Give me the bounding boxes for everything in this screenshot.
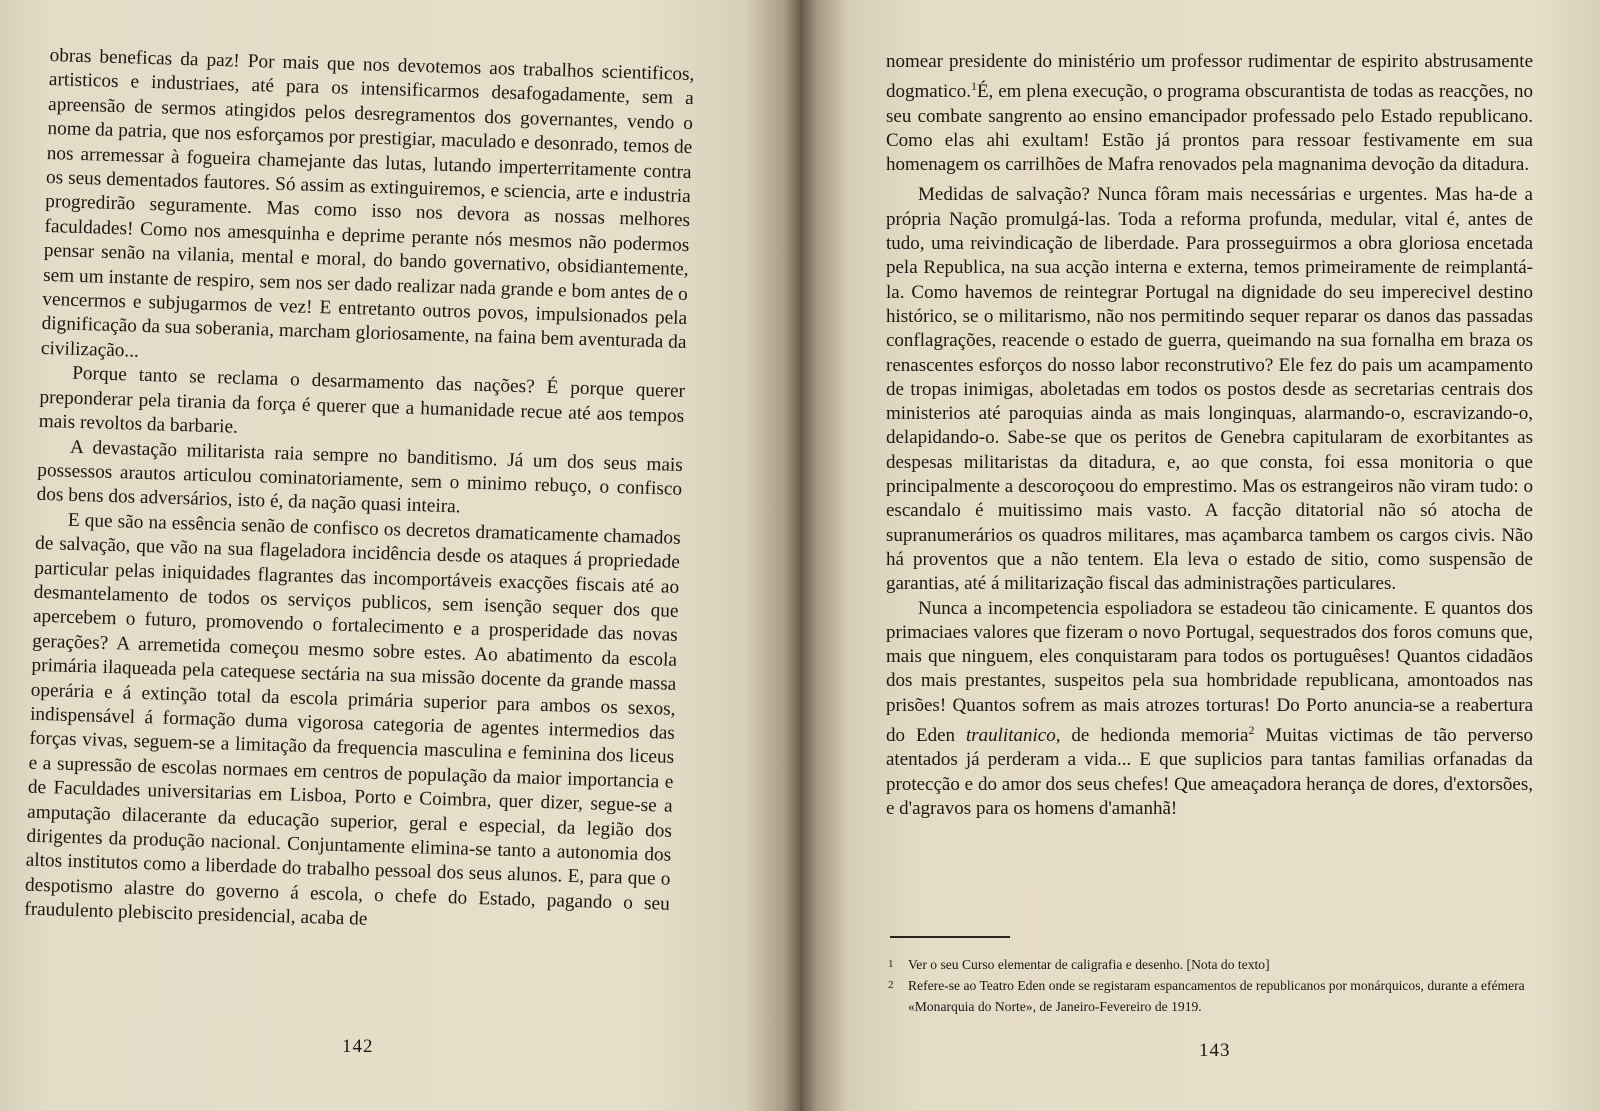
footnote-text: Refere-se ao Teatro Eden onde se registaram espancamentos de republicanos por monárquicos, durante a efémera «Monarquia do Norte», de Janeiro-Fevereiro de 1919. (908, 978, 1525, 1014)
paragraph: obras beneficas da paz! Por mais que nos devotemos aos trabalhos scientificos, artisticos e industriaes, até para os intensificarmos desafogadamente, sem a apreensão de sermos atingidos pelos desregramentos dos governantes, vendo o nome da patria, que nos esforçamos por prestigiar, maculado e desonrado, temos de nos arremessar à fogueira chamejante das lutas, lutando imperterritamente contra os seus dementados fautores. Só assim as extinguiremos, e sciencia, arte e industria progredirão seguramente. Mas como isso nos devora as nossas melhores faculdades! Como nos amesquinha e deprime perante nós mesmos não podermos pensar senão na vilania, mental e moral, do bando governativo, obsidiantemente, sem um instante de respiro, sem nos ser dado realizar nada grande e bom antes de o vencermos e subjugarmos de vez! E entretanto outros povos, impulsionados pela dignificação da sua soberania, marcham gloriosamente, na faina bem aventurada da civilização... (40, 44, 695, 362)
paragraph: A devastação militarista raia sempre no banditismo. Já um dos seus mais possessos arautos articulou cominatoriamente, sem o minimo rebuço, o confisco dos bens dos adversários, isto é, da nação quasi inteira. (36, 436, 684, 518)
footnote-divider (890, 936, 1010, 938)
footnote-mark: 2 (888, 979, 894, 991)
text-run: Nunca a incompetencia espoliadora se estadeou tão cinicamente. E quantos dos primaciaes valores que fizeram o novo Portugal, sequestrados dos foros comuns que, mais que ninguem, eles conquistaram para todos os portuguêses! Quantos cidadãos dos mais prestantes, suspeitos pela sua hombridade republicana, amontoados nas prisões! Quantos sofrem as mais atrozes torturas! Do Porto anuncia-se a reabertura do Eden (886, 597, 1533, 747)
paragraph: Medidas de salvação? Nunca fôram mais necessárias e urgentes. Mas ha-de a própria Nação promulgá-las. Toda a reforma profunda, medular, vital é, antes de tudo, uma reivindicação de liberdade. Para prosseguirmos a obra gloriosa encetada pela Republica, na sua acção interna e externa, temos primeiramente de reimplantá-la. Como havemos de reintegrar Portugal na dignidade do seu imperecivel destino histórico, se o militarismo, não nos permitindo sequer reparar os danos das passadas conflagrações, reacende o estado de guerra, queimando na sua fornalha em braza os renascentes esforços do nosso labor reconstrutivo? Ele fez do pais um acampamento de tropas inimigas, aboletadas em todos os postos desde as secretarias centrais dos ministerios até paroquias ainda as mais longinquas, alarmando-o, escravizando-o, delapidando-o. Sabe-se que os peritos de Genebra capitularam de exorbitantes as despesas militaristas da ditadura, e, ao que consta, foi essa monitoria o que principalmente a descoroçoou do emprestimo. Mas os estrangeiros não viram tudo: o escandalo é muitissimo mais vasto. A facção ditatorial não só atocha de supranumerários os quadros militares, mas açambarca tambem os cargos civis. Não há proventos que a não tentem. Ela leva o estado de sitio, como suspensão de garantias, até á militarização fiscal das administrações particulares. (886, 184, 1533, 595)
paragraph: E que são na essência senão de confisco os decretos dramaticamente chamados de salvação, que vão na sua flageladora incidência desde os ataques á propriedade particular pelas iniquidades flagrantes das incomportáveis exacções fiscais até ao desmantelamento de todos os serviços publicos, sem isenção sequer dos que apercebem o futuro, promovendo o fortalecimento e a prosperidade das novas gerações? A arremetida começou mesmo sobre estes. Ao abatimento da escola primária ilaqueada pela catequese sectária na sua missão docente da grande massa operária e á extinção total da escola primária superior para ambos os sexos, indispensável á formação duma vigorosa categoria de agentes intermedios das forças vivas, seguem-se a limitação da frequencia masculina e feminina dos liceus e a supressão de escolas normaes em centros de população da maior importancia e de Faculdades universitarias em Lisboa, Porto e Coimbra, quer dizer, segue-se a amputação dilacerante da educação superior, geral e especial, da legião dos dirigentes da produção nacional. Conjuntamente elimina-se tanto a autonomia dos altos institutos como a liberdade do trabalho pessoal dos seus alunos. E, para que o despotismo alastre do governo á escola, o chefe do Estado, pagando o seu fraudulento plebiscito presidencial, acaba de (24, 509, 681, 931)
text-run: nomear presidente do ministério um professor rudimentar de espirito abstrusamente dogmatico. (886, 51, 1533, 103)
italic-text-run: traulitanico, (965, 725, 1061, 747)
left-page-body (24, 44, 695, 941)
paragraph (886, 597, 1533, 822)
text-run: de hedionda memoria (1060, 725, 1249, 747)
paragraph (886, 50, 1533, 177)
text-run: É, em plena execução, o programa obscurantista de todas as reacções, no seu combate sangrento ao ensino emancipador professado pelo Estado republicano. Como elas ahi exultam! Estão já prontos para ressoar festivamente em sua homenagem os carrilhões de Mafra renovados pela magnanima devoção da ditadura. (886, 81, 1533, 176)
paragraph: Porque tanto se reclama o desarmamento das nações? É porque querer preponderar pela tirania da força é querer que a humanidade recue até aos tempos mais revoltos da barbarie. (38, 363, 686, 438)
footnote (888, 954, 1540, 975)
right-page-body (886, 50, 1533, 821)
page-number-right: 143 (1199, 1040, 1231, 1061)
text-run: Muitas victimas de tão perverso atentados já perderam a vida... E que suplicios para tantas familias orfanadas da protecção e do amor dos seus chefes! Que ameaçadora herança de dores, d'extorsões, e d'agravos para os homens d'amanhã! (886, 725, 1534, 819)
footnote-ref[interactable]: 1 (970, 79, 977, 94)
page-number-left: 142 (342, 1036, 374, 1057)
footnote (888, 975, 1540, 1017)
footnote-mark: 1 (888, 958, 894, 970)
footnotes (888, 954, 1540, 1017)
footnote-ref[interactable]: 2 (1248, 723, 1255, 738)
footnote-text: Ver o seu Curso elementar de caligrafia e desenho. [Nota do texto] (908, 957, 1270, 972)
